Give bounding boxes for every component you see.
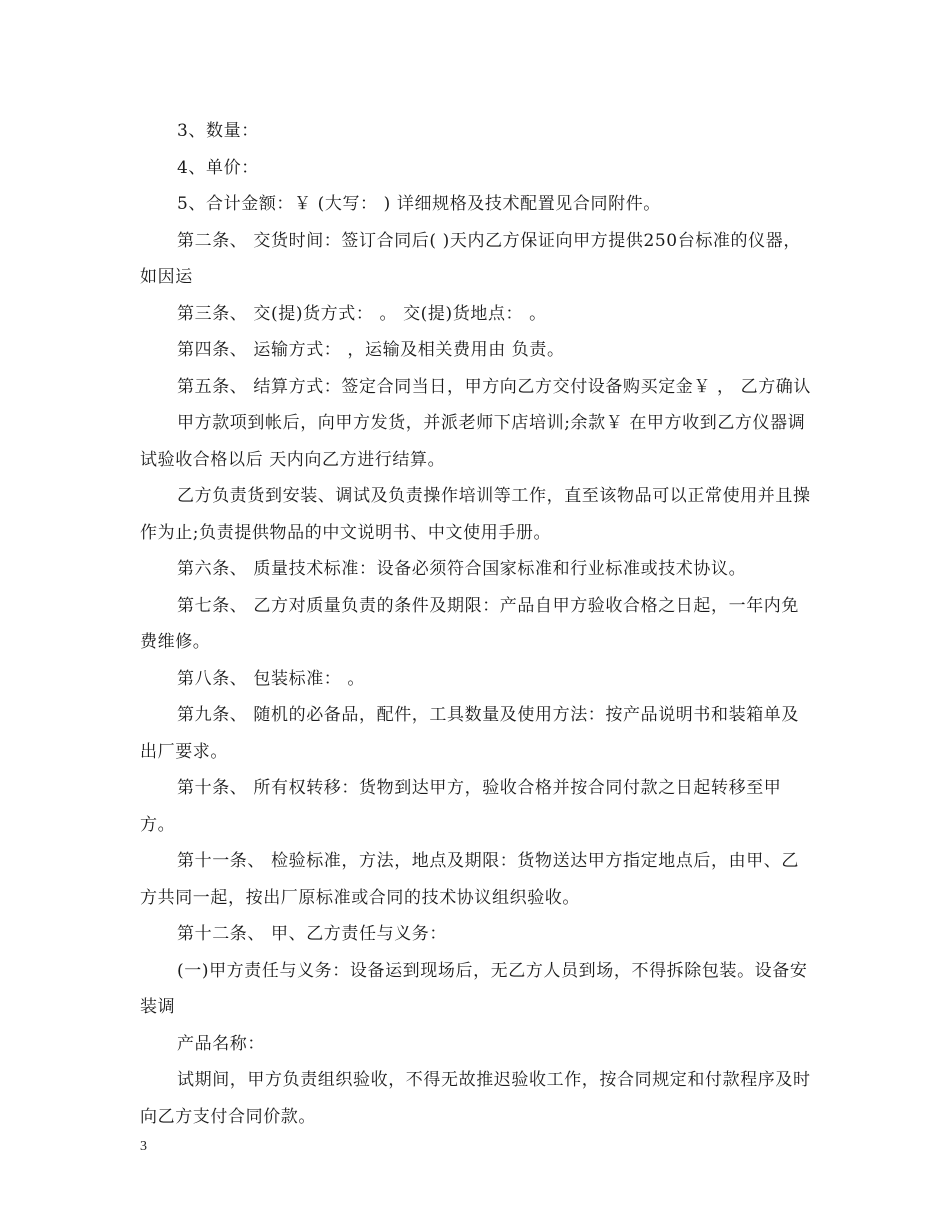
paragraph-article-12: 第十二条、 甲、乙方责任与义务： — [177, 924, 448, 944]
paragraph-article-4: 第四条、 运输方式： ，运输及相关费用由 负责。 — [177, 340, 565, 360]
paragraph-article-5: 第五条、 结算方式：签定合同当日，甲方向乙方交付设备购买定金￥ ， 乙方确认 — [177, 376, 812, 397]
paragraph-quantity: 3、数量： — [177, 121, 259, 141]
paragraph-article-11: 第十一条、 检验标准，方法，地点及期限：货物送达甲方指定地点后，由甲、乙方共同一起，按出厂原标准或合同的技术协议组织验收。 — [140, 851, 800, 908]
paragraph-article-9: 第九条、 随机的必备品，配件，工具数量及使用方法：按产品说明书和装箱单及出厂要求。 — [140, 705, 800, 762]
paragraph-article-6: 第六条、 质量技术标准：设备必须符合国家标准和行业标准或技术协议。 — [177, 559, 747, 579]
paragraph-article-10: 第十条、 所有权转移：货物到达甲方，验收合格并按合同付款之日起转移至甲方。 — [140, 778, 782, 835]
paragraph-article-3: 第三条、 交(提)货方式： 。 交(提)货地点： 。 — [177, 303, 547, 324]
paragraph-party-a-duties: (一)甲方责任与义务：设备运到现场后，无乙方人员到场，不得拆除包装。设备安装调 — [140, 960, 808, 1017]
page-number: 3 — [140, 1139, 147, 1154]
paragraph-article-2: 第二条、 交货时间：签订合同后( )天内乙方保证向甲方提供250台标准的仪器，如因运 — [140, 230, 801, 287]
paragraph-party-a-duties-cont: 试期间，甲方负责组织验收，不得无故推迟验收工作，按合同规定和付款程序及时向乙方支付合同价款。 — [140, 1070, 811, 1127]
document-body — [140, 113, 812, 1135]
paragraph-article-5-payment: 甲方款项到帐后，向甲方发货，并派老师下店培训;余款￥ 在甲方收到乙方仪器调试验收合格以后 天内向乙方进行结算。 — [140, 413, 806, 470]
paragraph-article-7: 第七条、 乙方对质量负责的条件及期限：产品自甲方验收合格之日起，一年内免费维修。 — [140, 595, 800, 652]
paragraph-article-5-installation: 乙方负责货到安装、调试及负责操作培训等工作，直至该物品可以正常使用并且操作为止;负责提供物品的中文说明书、中文使用手册。 — [140, 486, 811, 543]
paragraph-product-name: 产品名称： — [177, 1033, 265, 1054]
paragraph-total-amount: 5、合计金额：￥ (大写： ) 详细规格及技术配置见合同附件。 — [177, 194, 661, 214]
paragraph-article-8: 第八条、 包装标准： 。 — [177, 668, 366, 689]
paragraph-unit-price: 4、单价： — [177, 157, 259, 178]
